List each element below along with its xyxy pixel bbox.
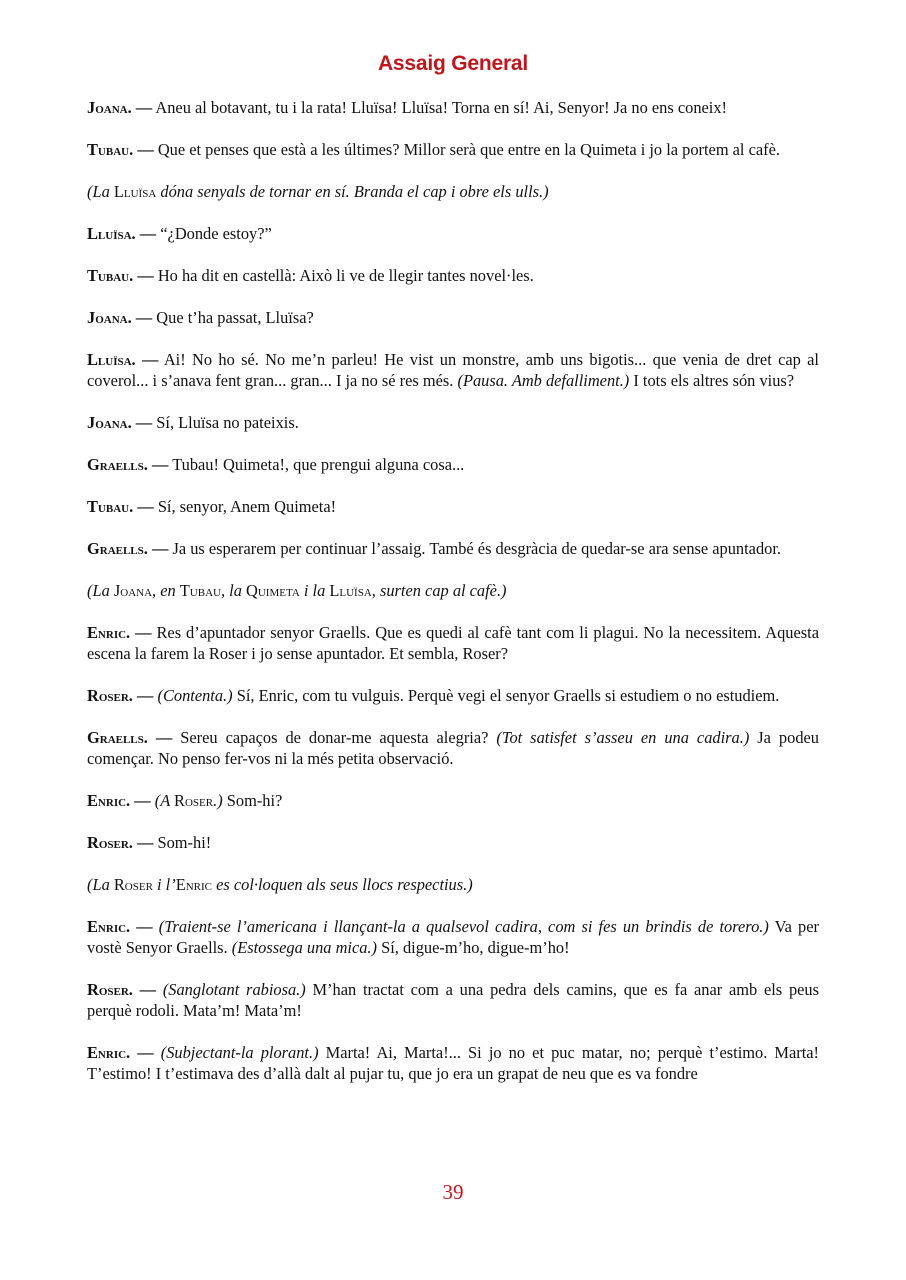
speech-text: Sí, digue-m’ho, digue-m’ho! <box>377 938 570 957</box>
dialogue-line: Joana. — Sí, Lluïsa no pateixis. <box>87 413 299 432</box>
stage-note: (Pausa. Amb defalliment.) <box>457 371 630 390</box>
character-name: Quimeta <box>246 581 300 600</box>
stage-note: i l’ <box>152 875 176 894</box>
stage-note: , surten cap al cafè.) <box>371 581 507 600</box>
dialogue-line: Lluïsa. — “¿Donde estoy?” <box>87 224 272 243</box>
page-number: 39 <box>442 1180 464 1204</box>
stage-direction <box>87 580 819 601</box>
speaker-name: Graells. <box>87 728 148 747</box>
dialogue-line: Joana. — Aneu al botavant, tu i la rata! Lluïsa! Lluïsa! Torna en sí! Ai, Senyor! Ja no ens coneix! <box>87 98 727 117</box>
speech-text: Sí, Lluïsa no pateixis. <box>156 413 299 432</box>
speaker-name: Tubau. <box>87 266 134 285</box>
dialogue-line: Joana. — Que t’ha passat, Lluïsa? <box>87 308 314 327</box>
speech-text: Res d’apuntador senyor Graells. Que es quedi al cafè tant com li plagui. No la necessitem. Aquesta escena la farem la Roser i jo sense apuntador. Et sembla, Roser? <box>87 623 819 663</box>
character-name: Joana <box>113 581 153 600</box>
speech-text: Sí, Enric, com tu vulguis. Perquè vegi el senyor Graells si estudiem o no estudiem. <box>232 686 780 705</box>
speaker-name: Enric. <box>87 1043 131 1062</box>
speech-text: Que t’ha passat, Lluïsa? <box>156 308 314 327</box>
speech-text: Ai! No ho sé. No me’n parleu! He vist un monstre, amb uns bigotis... que venia de dret cap al coverol... i s’anava fent gran... gran... I ja no sé res més. <box>87 350 819 390</box>
stage-note: , en <box>152 581 180 600</box>
speaker-name: Joana. <box>87 413 132 432</box>
speech-text: Ja podeu començar. No penso fer-vos ni la més petita observació. <box>87 728 819 768</box>
stage-note: , la <box>220 581 247 600</box>
stage-note: (A <box>154 791 175 810</box>
character-name: Lluïsa <box>113 182 157 201</box>
speech-text: Som-hi! <box>157 833 212 852</box>
speaker-name: Joana. <box>87 308 132 327</box>
speech-text: “¿Donde estoy?” <box>160 224 272 243</box>
speech-text: M’han tractat com a una pedra dels camins, que es fa anar amb els peus perquè rodoli. Mata’m! Mata’m! <box>87 980 819 1020</box>
stage-note: .) <box>213 791 223 810</box>
stage-note: (La <box>87 581 114 600</box>
dialogue-line: Enric. — (A Roser.) Som-hi? <box>87 791 283 810</box>
page-title: Assaig General <box>377 52 529 75</box>
speaker-name: Graells. <box>87 539 148 558</box>
dialogue-line: Enric. — (Subjectant-la plorant.) Marta! Ai, Marta!... Si jo no et puc matar, no; perquè t’estimo. Marta! T’estimo! I t’estimava des d’allà dalt al pujar tu, que jo era un grapat de neu que es va fondre <box>87 1043 819 1083</box>
stage-note: dóna senyals de tornar en sí. Branda el cap i obre els ulls.) <box>156 182 549 201</box>
speech-text: Que et penses que està a les últimes? Millor serà que entre en la Quimeta i jo la portem al cafè. <box>157 140 780 159</box>
character-name: Tubau <box>179 581 221 600</box>
speaker-name: Lluïsa. <box>87 224 136 243</box>
dialogue-line: Lluïsa. — Ai! No ho sé. No me’n parleu! He vist un monstre, amb uns bigotis... que venia de dret cap al coverol... i s’anava fent gran... gran... I ja no sé res més. (Pausa. Amb defalliment.) I tots els altres són vius? <box>87 350 819 390</box>
dialogue-line: Roser. — (Sanglotant rabiosa.) M’han tractat com a una pedra dels camins, que es fa anar amb els peus perquè rodoli. Mata’m! Mata’m! <box>87 980 819 1020</box>
speech-text: Aneu al botavant, tu i la rata! Lluïsa! Lluïsa! Torna en sí! Ai, Senyor! Ja no ens coneix! <box>155 98 727 117</box>
speech-text: Som-hi? <box>222 791 283 810</box>
stage-note: (Subjectant-la plorant.) <box>160 1043 319 1062</box>
speaker-name: Joana. <box>87 98 132 117</box>
speech-text: Ho ha dit en castellà: Això li ve de llegir tantes novel·les. <box>157 266 534 285</box>
dialogue-line: Enric. — Res d’apuntador senyor Graells. Que es quedi al cafè tant com li plagui. No la necessitem. Aquesta escena la farem la Roser i jo sense apuntador. Et sembla, Roser? <box>87 623 819 663</box>
dialogue-line: Roser. — Som-hi! <box>87 833 212 852</box>
stage-note: (La <box>87 875 114 894</box>
stage-note: es col·loquen als seus llocs respectius.) <box>212 875 473 894</box>
speech-text: Ja us esperarem per continuar l’assaig. També és desgràcia de quedar-se ara sense apuntador. <box>172 539 782 558</box>
speaker-name: Roser. <box>87 980 133 999</box>
dialogue-line: Tubau. — Ho ha dit en castellà: Això li ve de llegir tantes novel·les. <box>87 266 534 285</box>
stage-note: i la <box>299 581 330 600</box>
dialogue-line: Graells. — Tubau! Quimeta!, que prengui alguna cosa... <box>87 455 465 474</box>
character-name: Roser <box>113 875 153 894</box>
speaker-name: Enric. <box>87 917 131 936</box>
speaker-name: Enric. <box>87 623 131 642</box>
dialogue-line: Enric. — (Traient-se l’americana i llançant-la a qualsevol cadira, com si fes un brindis de torero.) Va per vostè Senyor Graells. (Estossega una mica.) Sí, digue-m’ho, digue-m’ho! <box>87 917 819 957</box>
dialogue-line: Graells. — Sereu capaços de donar-me aquesta alegria? (Tot satisfet s’asseu en una cadira.) Ja podeu començar. No penso fer-vos ni la més petita observació. <box>87 728 819 768</box>
speech-text: I tots els altres són vius? <box>629 371 795 390</box>
stage-note: (Traient-se l’americana i llançant-la a qualsevol cadira, com si fes un brindis de torero.) <box>158 917 769 936</box>
dialogue-line: Graells. — Ja us esperarem per continuar l’assaig. També és desgràcia de quedar-se ara sense apuntador. <box>87 539 782 558</box>
stage-note: (Estossega una mica.) <box>231 938 377 957</box>
speaker-name: Lluïsa. <box>87 350 136 369</box>
character-name: Roser <box>174 791 214 810</box>
speaker-name: Tubau. <box>87 497 134 516</box>
stage-note: (Tot satisfet s’asseu en una cadira.) <box>496 728 750 747</box>
character-name: Enric <box>175 875 212 894</box>
stage-note: (La <box>87 182 114 201</box>
speaker-name: Tubau. <box>87 140 134 159</box>
speech-text: Tubau! Quimeta!, que prengui alguna cosa... <box>172 455 465 474</box>
speaker-name: Roser. <box>87 686 133 705</box>
dialogue-line: Tubau. — Que et penses que està a les últimes? Millor serà que entre en la Quimeta i jo la portem al cafè. <box>87 140 780 159</box>
speech-text: Sereu capaços de donar-me aquesta alegria? <box>180 728 497 747</box>
speaker-name: Graells. <box>87 455 148 474</box>
speech-text: Sí, senyor, Anem Quimeta! <box>157 497 337 516</box>
stage-direction <box>87 181 819 202</box>
stage-direction <box>87 874 819 895</box>
stage-note: (Contenta.) <box>157 686 233 705</box>
dialogue-line: Tubau. — Sí, senyor, Anem Quimeta! <box>87 497 337 516</box>
script-body <box>87 97 819 1084</box>
speaker-name: Roser. <box>87 833 133 852</box>
speech-text: Va per vostè Senyor Graells. <box>87 917 819 957</box>
stage-note: (Sanglotant rabiosa.) <box>162 980 306 999</box>
dialogue-line: Roser. — (Contenta.) Sí, Enric, com tu vulguis. Perquè vegi el senyor Graells si estudiem o no estudiem. <box>87 686 780 705</box>
character-name: Lluïsa <box>329 581 372 600</box>
speech-text: Marta! Ai, Marta!... Si jo no et puc matar, no; perquè t’estimo. Marta! T’estimo! I t’estimava des d’allà dalt al pujar tu, que jo era un grapat de neu que es va fondre <box>87 1043 819 1083</box>
speaker-name: Enric. <box>87 791 131 810</box>
